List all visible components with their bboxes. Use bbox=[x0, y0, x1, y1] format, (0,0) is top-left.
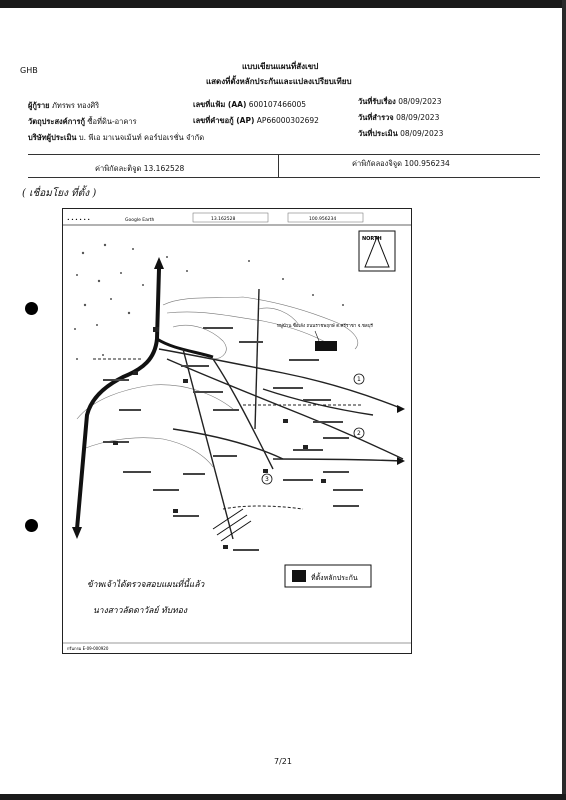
toolbar-lat: 13.162528 bbox=[211, 217, 236, 222]
map-highway bbox=[77, 269, 213, 529]
borrower-value: ภัทรพร ทองศิริ bbox=[51, 101, 100, 110]
legend bbox=[285, 565, 371, 587]
numbered-marker-1 bbox=[354, 374, 364, 384]
longitude bbox=[352, 158, 450, 170]
north-label: NORTH bbox=[362, 236, 382, 242]
file-no-value: 600107466005 bbox=[248, 100, 307, 109]
toolbar-lon: 100.956234 bbox=[309, 217, 337, 222]
scan-edge-top bbox=[0, 0, 566, 8]
highway-south-arrow-icon bbox=[72, 527, 82, 539]
numbered-marker-3 bbox=[262, 474, 272, 484]
handwritten-note: ข้าพเจ้าได้ตรวจสอบแผนที่นี้แล้ว bbox=[87, 580, 205, 590]
survey-value: 08/09/2023 bbox=[396, 113, 440, 122]
toolbar-source: Google Earth bbox=[125, 218, 155, 223]
appraisal-value: 08/09/2023 bbox=[400, 129, 444, 138]
map-svg bbox=[63, 209, 411, 653]
map-footer-code: กรีแกรม E-09-000920 bbox=[67, 646, 109, 651]
legend-swatch bbox=[292, 570, 306, 582]
lat-label: ค่าพิกัดละติจูด bbox=[95, 164, 142, 173]
request-no-label: เลขที่คำขอกู้ (AP) bbox=[193, 116, 255, 125]
borrower-label: ผู้กู้ราย bbox=[28, 101, 50, 110]
purpose-row bbox=[28, 116, 137, 128]
file-no-label: เลขที่แฟ้ม (AA) bbox=[193, 100, 247, 109]
company-value: บ. พีเอ มาเนจเม้นท์ คอร์ปอเรชั่น จำกัด bbox=[78, 133, 205, 142]
svg-text:1: 1 bbox=[357, 376, 361, 383]
coords-divider bbox=[278, 154, 279, 178]
appraisal-label: วันที่ประเมิน bbox=[358, 129, 398, 138]
form-subtitle: แสดงที่ตั้งหลักประกันและแปลงเปรียบเทียบ bbox=[206, 77, 352, 86]
coords-top-rule bbox=[28, 154, 540, 155]
north-compass bbox=[359, 231, 395, 271]
handwritten-top-note: ( เชื่อมโยง ที่ตั้ง ) bbox=[22, 188, 97, 199]
map-label-marks bbox=[103, 327, 363, 551]
company-label: บริษัทผู้ประเมิน bbox=[28, 133, 77, 142]
toolbar-menu: • • • • • • bbox=[67, 218, 91, 223]
site-label: หมู่บ้าน ซื่อเล้ง ถนนราชพฤกษ์ ต.ศรีราชา จ.ชลบุรี bbox=[277, 324, 373, 329]
svg-text:3: 3 bbox=[265, 476, 269, 483]
form-title: แบบเขียนแผนที่สังเขป bbox=[242, 62, 319, 71]
borrower-row bbox=[28, 100, 99, 112]
handwritten-name: นางสาวลัดดาวัลย์ ทับทอง bbox=[93, 606, 188, 616]
svg-text:2: 2 bbox=[357, 430, 361, 437]
received-label: วันที่รับเรื่อง bbox=[358, 97, 396, 106]
request-no-row bbox=[193, 115, 319, 127]
file-no-row bbox=[193, 99, 306, 111]
site-marker bbox=[315, 341, 337, 351]
scan-edge-bottom bbox=[0, 794, 566, 800]
received-value: 08/09/2023 bbox=[398, 97, 442, 106]
purpose-label: วัตถุประสงค์การกู้ bbox=[28, 117, 86, 126]
appraisal-row bbox=[358, 128, 443, 140]
punch-hole-bottom bbox=[25, 519, 38, 532]
highway-north-arrow-icon bbox=[154, 257, 164, 269]
ghb-logo: GHB bbox=[20, 66, 38, 75]
map-frame bbox=[62, 208, 412, 654]
lon-value: 100.956234 bbox=[404, 159, 450, 168]
legend-label: ที่ตั้งหลักประกัน bbox=[311, 574, 358, 582]
company-row bbox=[28, 132, 204, 144]
lon-label: ค่าพิกัดลองจิจูด bbox=[352, 159, 403, 168]
road-east-arrow-icon bbox=[397, 405, 405, 413]
survey-label: วันที่สำรวจ bbox=[358, 113, 394, 122]
page-number: 7/21 bbox=[274, 757, 292, 766]
request-no-value: AP66000302692 bbox=[256, 116, 319, 125]
punch-hole-top bbox=[25, 302, 38, 315]
numbered-marker-2 bbox=[354, 428, 364, 438]
received-row bbox=[358, 96, 441, 108]
lat-value: 13.162528 bbox=[143, 164, 185, 173]
survey-row bbox=[358, 112, 439, 124]
latitude bbox=[95, 163, 184, 175]
site-leader-line bbox=[315, 331, 319, 341]
purpose-value: ซื้อที่ดิน-อาคาร bbox=[87, 117, 137, 126]
coords-bottom-rule bbox=[28, 177, 540, 178]
scan-edge-right bbox=[562, 0, 566, 800]
map-scatter-marks bbox=[74, 244, 344, 360]
